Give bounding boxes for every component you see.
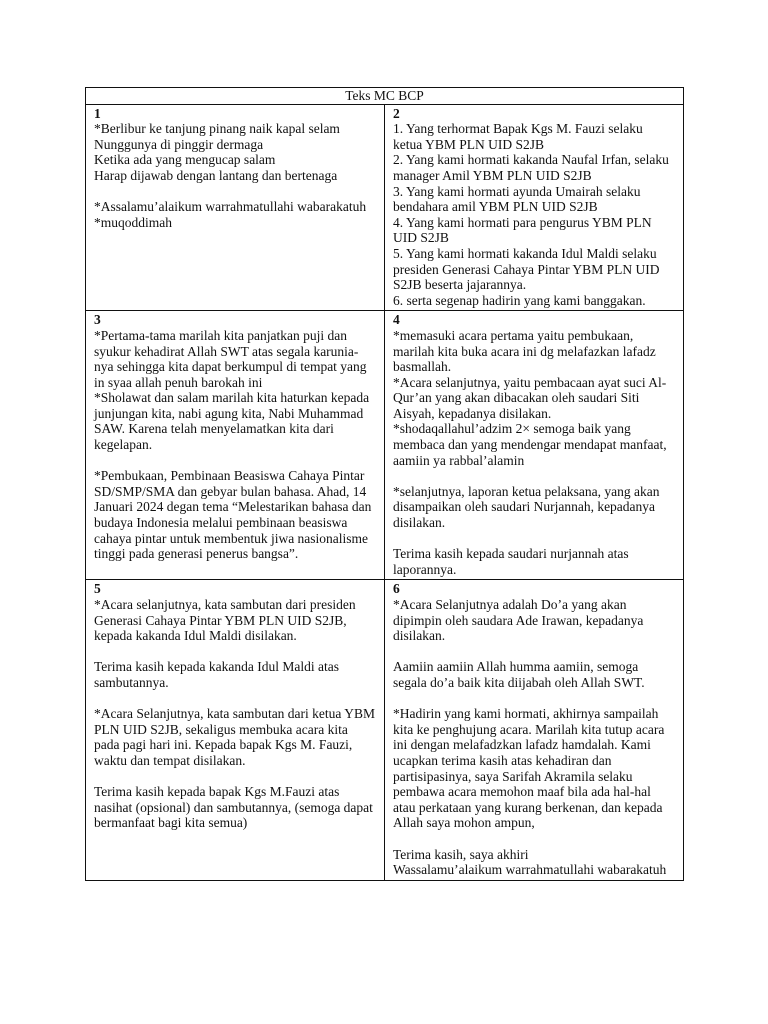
- script-line: 3. Yang kami hormati ayunda Umairah selaku bendahara amil YBM PLN UID S2JB: [393, 183, 641, 215]
- script-line: 1. Yang terhormat Bapak Kgs M. Fauzi selaku ketua YBM PLN UID S2JB: [393, 121, 643, 152]
- script-line: 5. Yang kami hormati kakanda Idul Maldi selaku presiden Generasi Cahaya Pintar YBM PLN UID S2JB beserta jajarannya.: [393, 245, 660, 293]
- script-line: *selanjutnya, laporan ketua pelaksana, yang akan disampaikan oleh saudari Nurjannah, kepadanya disilakan.: [393, 483, 660, 531]
- section-cell-6: [385, 580, 684, 880]
- section-number: 1: [94, 105, 101, 121]
- script-line: Harap dijawab dengan lantang dan bertenaga: [94, 167, 338, 183]
- section-cell-3: [86, 311, 385, 580]
- script-line: *Acara selanjutnya, kata sambutan dari presiden Generasi Cahaya Pintar YBM PLN UID S2JB, kepada kakanda Idul Maldi disilakan.: [94, 597, 356, 644]
- blank-line: [393, 831, 675, 847]
- script-line: *Pertama-tama marilah kita panjatkan puji dan syukur kehadirat Allah SWT atas segala karunia-nya sehingga kita dapat berkumpul di tempat yang in syaa allah penuh barokah ini: [94, 327, 367, 390]
- script-line: Nunggunya di pinggir dermaga: [94, 136, 264, 152]
- section-cell-5: [86, 580, 385, 880]
- script-line: Terima kasih, saya akhiri: [393, 846, 529, 862]
- blank-line: [393, 644, 675, 660]
- script-line: *Sholawat dan salam marilah kita haturkan kepada junjungan kita, nabi agung kita, Nabi Muhammad SAW. Karena telah menyelamatkan kita dari kegelapan.: [94, 390, 370, 453]
- section-cell-1: [86, 104, 385, 311]
- script-line: *shodaqallahul’adzim 2× semoga baik yang membaca dan yang mendengar mendapat manfaat, aamiin ya rabbal’alamin: [393, 421, 667, 468]
- script-line: Ketika ada yang mengucap salam: [94, 152, 276, 168]
- script-line: *Assalamu’alaikum warrahmatullahi wabarakatuh: [94, 199, 367, 215]
- mc-script-table: [85, 87, 684, 881]
- section-number: 4: [393, 312, 400, 328]
- table-row: [86, 311, 684, 580]
- blank-line: [393, 531, 675, 547]
- script-line: 4. Yang kami hormati para pengurus YBM PLN UID S2JB: [393, 214, 652, 246]
- table-row: [86, 580, 684, 880]
- section-cell-4: [385, 311, 684, 580]
- script-line: *muqoddimah: [94, 214, 172, 230]
- blank-line: [94, 453, 376, 469]
- table-title: Teks MC BCP: [86, 88, 684, 105]
- blank-line: [393, 691, 675, 707]
- script-line: Terima kasih kepada kakanda Idul Maldi atas sambutannya.: [94, 659, 339, 690]
- section-cell-2: [385, 104, 684, 311]
- script-line: Wassalamu’alaikum warrahmatullahi wabarakatuh: [393, 862, 667, 878]
- blank-line: [393, 468, 675, 484]
- blank-line: [94, 644, 376, 660]
- script-line: Aamiin aamiin Allah humma aamiin, semoga segala do’a baik kita diijabah oleh Allah SWT.: [393, 659, 645, 690]
- script-line: *memasuki acara pertama yaitu pembukaan, marilah kita buka acara ini dg melafazkan lafadz basmallah.: [393, 327, 656, 375]
- blank-line: [94, 184, 376, 200]
- script-line: *Acara Selanjutnya, kata sambutan dari ketua YBM PLN UID S2JB, sekaligus membuka acara kita pada pagi hari ini. Kepada bapak Kgs M. Fauzi, waktu dan tempat disilakan.: [94, 706, 376, 768]
- script-line: Terima kasih kepada bapak Kgs M.Fauzi atas nasihat (opsional) dan sambutannya, (semoga dapat bermanfaat bagi kita semua): [94, 784, 373, 831]
- script-line: *Acara Selanjutnya adalah Do’a yang akan dipimpin oleh saudara Ade Irawan, kepadanya disilakan.: [393, 597, 644, 644]
- table-row: [86, 104, 684, 311]
- script-line: *Hadirin yang kami hormati, akhirnya sampailah kita ke penghujung acara. Marilah kita tutup acara ini dengan melafadzkan lafadz hamdalah. Kami ucapkan terima kasih atas kehadiran dan partisipasinya, saya Sarifah Akramila selaku pembawa acara memohon maaf bila ada hal-hal atau perkataan yang kurang berkenan, dan kepada Allah saya mohon ampun,: [393, 706, 665, 831]
- section-number: 6: [393, 581, 400, 597]
- section-number: 2: [393, 105, 400, 121]
- script-line: 2. Yang kami hormati kakanda Naufal Irfan, selaku manager Amil YBM PLN UID S2JB: [393, 152, 669, 183]
- script-line: Terima kasih kepada saudari nurjannah atas laporannya.: [393, 546, 629, 577]
- script-line: 6. serta segenap hadirin yang kami banggakan.: [393, 292, 646, 308]
- script-line: *Berlibur ke tanjung pinang naik kapal selam: [94, 121, 340, 137]
- blank-line: [94, 691, 376, 707]
- blank-line: [94, 769, 376, 785]
- script-line: *Pembukaan, Pembinaan Beasiswa Cahaya Pintar SD/SMP/SMA dan gebyar bulan bahasa. Ahad, 14 Januari 2024 degan tema “Melestarikan bahasa dan budaya Indonesia melalui pembinaan beasiswa cahaya pintar untuk membentuk jiwa nasionalisme tinggi pada generasi penerus bangsa”.: [94, 468, 372, 562]
- section-number: 5: [94, 581, 101, 597]
- script-line: *Acara selanjutnya, yaitu pembacaan ayat suci Al-Qur’an yang akan dibacakan oleh saudari Siti Aisyah, kepadanya disilakan.: [393, 374, 667, 421]
- section-number: 3: [94, 312, 101, 328]
